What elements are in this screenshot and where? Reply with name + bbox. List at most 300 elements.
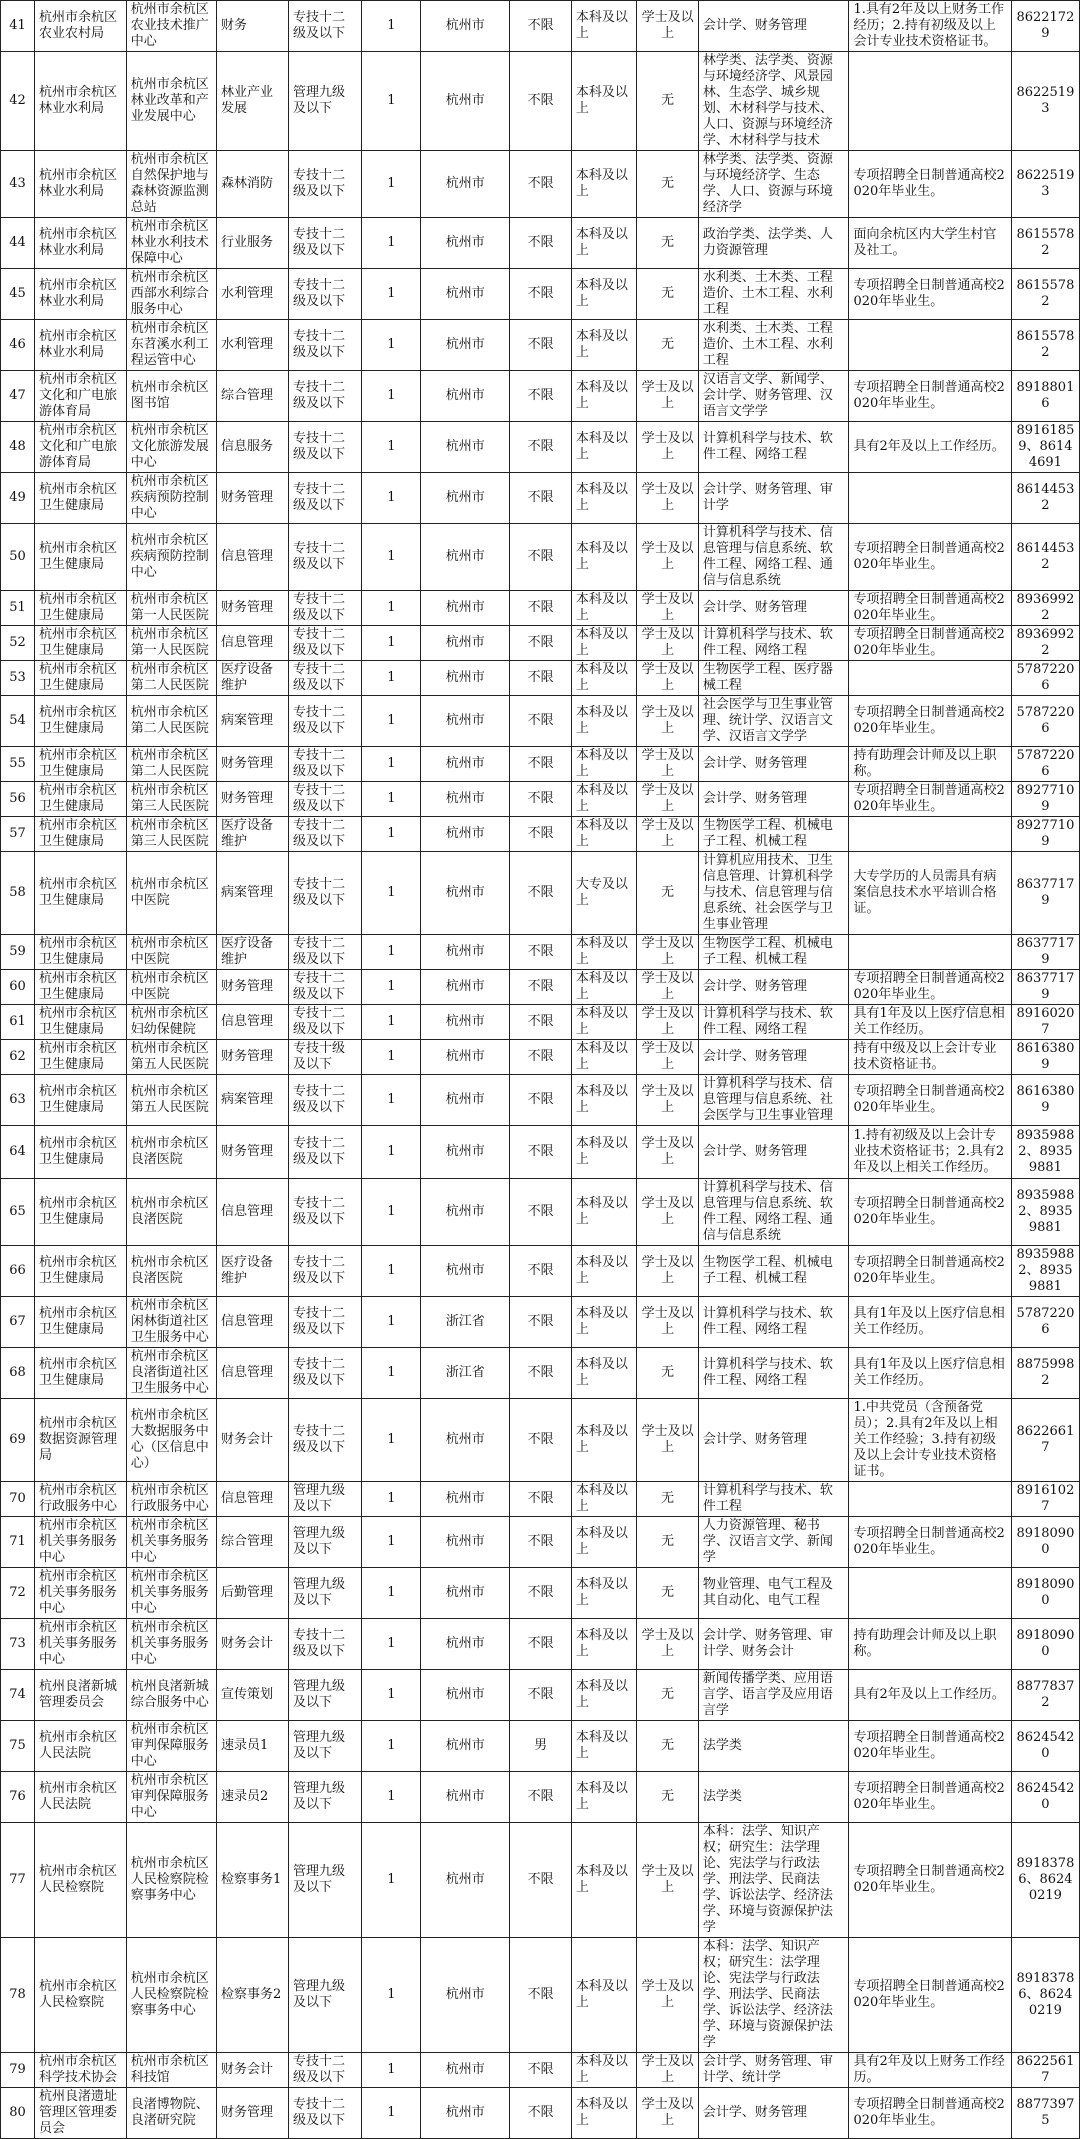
gender-requirement-cell: 不限: [510, 626, 572, 661]
degree-requirement-cell: 无: [637, 52, 699, 151]
employer-unit-cell: 杭州市余杭区机关事务服务中心: [126, 1517, 216, 1568]
recruit-count-cell: 1: [362, 1399, 421, 1482]
employer-unit-cell: 杭州市余杭区大数据服务中心（区信息中心）: [126, 1399, 216, 1482]
gender-requirement-cell: 不限: [510, 1348, 572, 1399]
post-level-cell: 专技十二级及以下: [289, 1075, 362, 1126]
post-name-cell: 信息管理: [217, 1482, 289, 1517]
degree-requirement-cell: 学士及以上: [637, 371, 699, 422]
education-requirement-cell: 本科及以上: [571, 151, 636, 218]
row-number-cell: 48: [1, 422, 35, 473]
other-requirement-cell: 专项招聘全日制普通高校2020年毕业生。: [849, 1246, 1011, 1297]
post-level-cell: 专技十二级及以下: [289, 2088, 362, 2139]
post-level-cell: 专技十二级及以下: [289, 970, 362, 1005]
recruit-count-cell: 1: [362, 1619, 421, 1670]
department-cell: 杭州市余杭区卫生健康局: [35, 1348, 127, 1399]
department-cell: 杭州市余杭区卫生健康局: [35, 852, 127, 935]
contact-phone-cell: 89359882、89359881: [1011, 1126, 1079, 1179]
contact-phone-cell: 86221729: [1011, 1, 1079, 52]
other-requirement-cell: 1.具有2年及以上财务工作经历；2.持有初级及以上会计专业技术资格证书。: [849, 1, 1011, 52]
major-requirement-cell: 计算机科学与技术、软件工程、网络工程: [698, 626, 849, 661]
row-number-cell: 50: [1, 524, 35, 591]
household-area-cell: 杭州市: [421, 52, 510, 151]
degree-requirement-cell: 学士及以上: [637, 1005, 699, 1040]
department-cell: 杭州市余杭区卫生健康局: [35, 661, 127, 696]
gender-requirement-cell: 不限: [510, 1246, 572, 1297]
recruit-count-cell: 1: [362, 1348, 421, 1399]
post-name-cell: 财务会计: [217, 1399, 289, 1482]
major-requirement-cell: 会计学、财务管理: [698, 2088, 849, 2139]
gender-requirement-cell: 不限: [510, 1823, 572, 1938]
recruit-count-cell: 1: [362, 661, 421, 696]
education-requirement-cell: 大专及以上: [571, 852, 636, 935]
table-row: [1, 782, 1080, 817]
major-requirement-cell: 水利类、土木类、工程造价、土木工程、水利工程: [698, 320, 849, 371]
gender-requirement-cell: 不限: [510, 817, 572, 852]
employer-unit-cell: 杭州市余杭区良渚医院: [126, 1126, 216, 1179]
department-cell: 杭州市余杭区林业水利局: [35, 52, 127, 151]
degree-requirement-cell: 学士及以上: [637, 1246, 699, 1297]
post-level-cell: 专技十二级及以下: [289, 747, 362, 782]
education-requirement-cell: 本科及以上: [571, 422, 636, 473]
major-requirement-cell: 汉语言文学、新闻学、会计学、财务管理、汉语言文学学: [698, 371, 849, 422]
employer-unit-cell: 杭州市余杭区良渚街道社区卫生服务中心: [126, 1348, 216, 1399]
table-row: [1, 1126, 1080, 1179]
major-requirement-cell: 本科：法学、知识产权；研究生：法学理论、宪法学与行政法学、刑法学、民商法学、诉讼法学、经济法学、环境与资源保护法学: [698, 1938, 849, 2053]
gender-requirement-cell: 不限: [510, 524, 572, 591]
household-area-cell: 杭州市: [421, 935, 510, 970]
contact-phone-cell: 89188016: [1011, 371, 1079, 422]
major-requirement-cell: 水利类、土木类、工程造价、土木工程、水利工程: [698, 269, 849, 320]
degree-requirement-cell: 无: [637, 1482, 699, 1517]
household-area-cell: 杭州市: [421, 817, 510, 852]
table-row: [1, 852, 1080, 935]
post-level-cell: 专技十二级及以下: [289, 151, 362, 218]
education-requirement-cell: 本科及以上: [571, 269, 636, 320]
row-number-cell: 63: [1, 1075, 35, 1126]
employer-unit-cell: 杭州市余杭区行政服务中心: [126, 1482, 216, 1517]
post-name-cell: 信息服务: [217, 422, 289, 473]
education-requirement-cell: 本科及以上: [571, 1568, 636, 1619]
education-requirement-cell: 本科及以上: [571, 1772, 636, 1823]
employer-unit-cell: 杭州市余杭区第一人民医院: [126, 626, 216, 661]
degree-requirement-cell: 无: [637, 151, 699, 218]
gender-requirement-cell: 不限: [510, 1938, 572, 2053]
major-requirement-cell: 会计学、财务管理: [698, 1, 849, 52]
table-row: [1, 1348, 1080, 1399]
household-area-cell: 杭州市: [421, 1482, 510, 1517]
employer-unit-cell: 杭州市余杭区第二人民医院: [126, 747, 216, 782]
department-cell: 杭州市余杭区卫生健康局: [35, 1075, 127, 1126]
department-cell: 杭州市余杭区卫生健康局: [35, 1005, 127, 1040]
education-requirement-cell: 本科及以上: [571, 935, 636, 970]
post-name-cell: 综合管理: [217, 371, 289, 422]
employer-unit-cell: 杭州市余杭区疾病预防控制中心: [126, 524, 216, 591]
other-requirement-cell: 持有助理会计师及以上职称。: [849, 747, 1011, 782]
post-name-cell: 水利管理: [217, 269, 289, 320]
degree-requirement-cell: 学士及以上: [637, 1399, 699, 1482]
household-area-cell: 杭州市: [421, 2053, 510, 2088]
contact-phone-cell: 89160207: [1011, 1005, 1079, 1040]
employer-unit-cell: 杭州市余杭区闲林街道社区卫生服务中心: [126, 1297, 216, 1348]
major-requirement-cell: 计算机科学与技术、信息管理与信息系统、软件工程、网络工程、通信与信息系统: [698, 1179, 849, 1246]
degree-requirement-cell: 无: [637, 1348, 699, 1399]
row-number-cell: 79: [1, 2053, 35, 2088]
household-area-cell: 杭州市: [421, 696, 510, 747]
department-cell: 杭州市余杭区卫生健康局: [35, 817, 127, 852]
household-area-cell: 杭州市: [421, 1075, 510, 1126]
employer-unit-cell: 杭州市余杭区林业改革和产业发展中心: [126, 52, 216, 151]
row-number-cell: 57: [1, 817, 35, 852]
degree-requirement-cell: 学士及以上: [637, 422, 699, 473]
department-cell: 杭州市余杭区人民检察院: [35, 1938, 127, 2053]
contact-phone-cell: 86155782: [1011, 269, 1079, 320]
contact-phone-cell: 86155782: [1011, 218, 1079, 269]
department-cell: 杭州市余杭区文化和广电旅游体育局: [35, 371, 127, 422]
post-level-cell: 专技十二级及以下: [289, 852, 362, 935]
other-requirement-cell: 持有中级及以上会计专业技术资格证书。: [849, 1040, 1011, 1075]
row-number-cell: 58: [1, 852, 35, 935]
contact-phone-cell: 57872206: [1011, 747, 1079, 782]
major-requirement-cell: 法学类: [698, 1772, 849, 1823]
contact-phone-cell: 86144532: [1011, 473, 1079, 524]
recruit-count-cell: 1: [362, 591, 421, 626]
recruit-count-cell: 1: [362, 626, 421, 661]
row-number-cell: 47: [1, 371, 35, 422]
degree-requirement-cell: 学士及以上: [637, 782, 699, 817]
household-area-cell: 杭州市: [421, 1670, 510, 1721]
degree-requirement-cell: 学士及以上: [637, 970, 699, 1005]
other-requirement-cell: 专项招聘全日制普通高校2020年毕业生。: [849, 626, 1011, 661]
post-level-cell: 专技十二级及以下: [289, 1, 362, 52]
gender-requirement-cell: 不限: [510, 852, 572, 935]
other-requirement-cell: 专项招聘全日制普通高校2020年毕业生。: [849, 524, 1011, 591]
post-name-cell: 检察事务1: [217, 1823, 289, 1938]
major-requirement-cell: 社会医学与卫生事业管理、统计学、汉语言文学、汉语言文学学: [698, 696, 849, 747]
employer-unit-cell: 杭州市余杭区图书馆: [126, 371, 216, 422]
post-level-cell: 管理九级及以下: [289, 1517, 362, 1568]
table-row: [1, 1670, 1080, 1721]
other-requirement-cell: 具有1年及以上医疗信息相关工作经历。: [849, 1348, 1011, 1399]
contact-phone-cell: 89369922: [1011, 591, 1079, 626]
table-row: [1, 1721, 1080, 1772]
row-number-cell: 66: [1, 1246, 35, 1297]
row-number-cell: 70: [1, 1482, 35, 1517]
table-row: [1, 747, 1080, 782]
department-cell: 杭州市余杭区卫生健康局: [35, 1179, 127, 1246]
employer-unit-cell: 杭州市余杭区林业水利技术保障中心: [126, 218, 216, 269]
education-requirement-cell: 本科及以上: [571, 1179, 636, 1246]
household-area-cell: 杭州市: [421, 1619, 510, 1670]
contact-phone-cell: 86225617: [1011, 2053, 1079, 2088]
gender-requirement-cell: 不限: [510, 661, 572, 696]
contact-phone-cell: 86163809: [1011, 1040, 1079, 1075]
major-requirement-cell: 会计学、财务管理: [698, 747, 849, 782]
post-level-cell: 管理九级及以下: [289, 1772, 362, 1823]
table-row: [1, 269, 1080, 320]
post-level-cell: 管理九级及以下: [289, 1670, 362, 1721]
row-number-cell: 49: [1, 473, 35, 524]
employer-unit-cell: 杭州市余杭区西部水利综合服务中心: [126, 269, 216, 320]
table-row: [1, 218, 1080, 269]
employer-unit-cell: 杭州市余杭区中医院: [126, 935, 216, 970]
other-requirement-cell: [849, 473, 1011, 524]
table-row: [1, 473, 1080, 524]
post-level-cell: 专技十级及以下: [289, 1040, 362, 1075]
row-number-cell: 76: [1, 1772, 35, 1823]
household-area-cell: 杭州市: [421, 970, 510, 1005]
employer-unit-cell: 杭州市余杭区第三人民医院: [126, 782, 216, 817]
row-number-cell: 75: [1, 1721, 35, 1772]
department-cell: 杭州市余杭区人民法院: [35, 1721, 127, 1772]
row-number-cell: 61: [1, 1005, 35, 1040]
other-requirement-cell: 专项招聘全日制普通高校2020年毕业生。: [849, 151, 1011, 218]
recruit-count-cell: 1: [362, 52, 421, 151]
other-requirement-cell: [849, 817, 1011, 852]
row-number-cell: 44: [1, 218, 35, 269]
degree-requirement-cell: 无: [637, 269, 699, 320]
household-area-cell: 浙江省: [421, 1348, 510, 1399]
gender-requirement-cell: 不限: [510, 1568, 572, 1619]
gender-requirement-cell: 不限: [510, 782, 572, 817]
post-level-cell: 专技十二级及以下: [289, 473, 362, 524]
post-level-cell: 管理九级及以下: [289, 52, 362, 151]
household-area-cell: 杭州市: [421, 524, 510, 591]
department-cell: 杭州市余杭区卫生健康局: [35, 1126, 127, 1179]
post-name-cell: 林业产业发展: [217, 52, 289, 151]
post-name-cell: 财务会计: [217, 1619, 289, 1670]
post-level-cell: 专技十二级及以下: [289, 218, 362, 269]
post-level-cell: 专技十二级及以下: [289, 371, 362, 422]
recruit-count-cell: 1: [362, 747, 421, 782]
post-level-cell: 专技十二级及以下: [289, 269, 362, 320]
household-area-cell: 杭州市: [421, 1005, 510, 1040]
row-number-cell: 69: [1, 1399, 35, 1482]
recruit-count-cell: 1: [362, 1, 421, 52]
post-name-cell: 财务管理: [217, 2088, 289, 2139]
household-area-cell: 杭州市: [421, 1517, 510, 1568]
gender-requirement-cell: 不限: [510, 269, 572, 320]
other-requirement-cell: 专项招聘全日制普通高校2020年毕业生。: [849, 1179, 1011, 1246]
education-requirement-cell: 本科及以上: [571, 1348, 636, 1399]
degree-requirement-cell: 学士及以上: [637, 817, 699, 852]
post-level-cell: 专技十二级及以下: [289, 320, 362, 371]
household-area-cell: 杭州市: [421, 1399, 510, 1482]
post-level-cell: 专技十二级及以下: [289, 2053, 362, 2088]
major-requirement-cell: 会计学、财务管理: [698, 591, 849, 626]
row-number-cell: 65: [1, 1179, 35, 1246]
post-level-cell: 专技十二级及以下: [289, 524, 362, 591]
degree-requirement-cell: 无: [637, 1517, 699, 1568]
gender-requirement-cell: 不限: [510, 1179, 572, 1246]
recruit-count-cell: 1: [362, 1938, 421, 2053]
table-row: [1, 1040, 1080, 1075]
education-requirement-cell: 本科及以上: [571, 1399, 636, 1482]
post-name-cell: 病案管理: [217, 852, 289, 935]
major-requirement-cell: 会计学、财务管理: [698, 1040, 849, 1075]
other-requirement-cell: 1.持有初级及以上会计专业技术资格证书；2.具有2年及以上相关工作经历。: [849, 1126, 1011, 1179]
employer-unit-cell: 杭州市余杭区第三人民医院: [126, 817, 216, 852]
recruit-count-cell: 1: [362, 1297, 421, 1348]
other-requirement-cell: 面向余杭区内大学生村官及社工。: [849, 218, 1011, 269]
department-cell: 杭州市余杭区机关事务服务中心: [35, 1619, 127, 1670]
other-requirement-cell: 专项招聘全日制普通高校2020年毕业生。: [849, 1721, 1011, 1772]
major-requirement-cell: 本科：法学、知识产权；研究生：法学理论、宪法学与行政法学、刑法学、民商法学、诉讼法学、经济法学、环境与资源保护法学: [698, 1823, 849, 1938]
employer-unit-cell: 杭州市余杭区中医院: [126, 970, 216, 1005]
major-requirement-cell: 生物医学工程、机械电子工程、机械工程: [698, 817, 849, 852]
other-requirement-cell: 具有2年及以上财务工作经历。: [849, 2053, 1011, 2088]
degree-requirement-cell: 学士及以上: [637, 696, 699, 747]
degree-requirement-cell: 学士及以上: [637, 1075, 699, 1126]
table-row: [1, 1297, 1080, 1348]
contact-phone-cell: 86245420: [1011, 1721, 1079, 1772]
gender-requirement-cell: 不限: [510, 1482, 572, 1517]
department-cell: 杭州市余杭区林业水利局: [35, 269, 127, 320]
row-number-cell: 52: [1, 626, 35, 661]
table-row: [1, 1938, 1080, 2053]
row-number-cell: 54: [1, 696, 35, 747]
contact-phone-cell: 89359882、89359881: [1011, 1179, 1079, 1246]
table-row: [1, 1, 1080, 52]
table-row: [1, 1179, 1080, 1246]
other-requirement-cell: [849, 935, 1011, 970]
other-requirement-cell: 专项招聘全日制普通高校2020年毕业生。: [849, 1938, 1011, 2053]
gender-requirement-cell: 不限: [510, 935, 572, 970]
degree-requirement-cell: 学士及以上: [637, 591, 699, 626]
household-area-cell: 杭州市: [421, 1823, 510, 1938]
recruit-count-cell: 1: [362, 1482, 421, 1517]
other-requirement-cell: 具有1年及以上医疗信息相关工作经历。: [849, 1005, 1011, 1040]
education-requirement-cell: 本科及以上: [571, 817, 636, 852]
household-area-cell: 浙江省: [421, 1297, 510, 1348]
table-row: [1, 1517, 1080, 1568]
employer-unit-cell: 杭州市余杭区自然保护地与森林资源监测总站: [126, 151, 216, 218]
education-requirement-cell: 本科及以上: [571, 1246, 636, 1297]
contact-phone-cell: 57872206: [1011, 661, 1079, 696]
degree-requirement-cell: 学士及以上: [637, 1126, 699, 1179]
table-row: [1, 422, 1080, 473]
other-requirement-cell: 专项招聘全日制普通高校2020年毕业生。: [849, 782, 1011, 817]
gender-requirement-cell: 不限: [510, 2053, 572, 2088]
post-name-cell: 水利管理: [217, 320, 289, 371]
employer-unit-cell: 杭州市余杭区审判保障服务中心: [126, 1772, 216, 1823]
post-name-cell: 信息管理: [217, 1005, 289, 1040]
contact-phone-cell: 86225193: [1011, 52, 1079, 151]
department-cell: 杭州市余杭区人民法院: [35, 1772, 127, 1823]
contact-phone-cell: 89277109: [1011, 817, 1079, 852]
other-requirement-cell: 专项招聘全日制普通高校2020年毕业生。: [849, 1823, 1011, 1938]
recruit-count-cell: 1: [362, 1126, 421, 1179]
employer-unit-cell: 杭州市余杭区人民检察院检察事务中心: [126, 1823, 216, 1938]
recruit-count-cell: 1: [362, 151, 421, 218]
education-requirement-cell: 本科及以上: [571, 1005, 636, 1040]
major-requirement-cell: 林学类、法学类、资源与环境经济学、风景园林、生态学、城乡规划、木材科学与技术、人口、资源与环境经济学、木材科学与技术: [698, 52, 849, 151]
post-name-cell: 财务管理: [217, 1126, 289, 1179]
row-number-cell: 55: [1, 747, 35, 782]
contact-phone-cell: 89183786、86240219: [1011, 1938, 1079, 2053]
gender-requirement-cell: 男: [510, 1721, 572, 1772]
contact-phone-cell: 86155782: [1011, 320, 1079, 371]
post-level-cell: 专技十二级及以下: [289, 696, 362, 747]
gender-requirement-cell: 不限: [510, 1670, 572, 1721]
table-row: [1, 2053, 1080, 2088]
post-level-cell: 专技十二级及以下: [289, 1005, 362, 1040]
table-row: [1, 1482, 1080, 1517]
employer-unit-cell: 杭州市余杭区农业技术推广中心: [126, 1, 216, 52]
employer-unit-cell: 良渚博物院、良渚研究院: [126, 2088, 216, 2139]
department-cell: 杭州市余杭区卫生健康局: [35, 782, 127, 817]
row-number-cell: 60: [1, 970, 35, 1005]
contact-phone-cell: 89359882、89359881: [1011, 1246, 1079, 1297]
degree-requirement-cell: 无: [637, 1568, 699, 1619]
department-cell: 杭州市余杭区卫生健康局: [35, 1040, 127, 1075]
department-cell: 杭州市余杭区卫生健康局: [35, 524, 127, 591]
contact-phone-cell: 57872206: [1011, 1297, 1079, 1348]
gender-requirement-cell: 不限: [510, 747, 572, 782]
education-requirement-cell: 本科及以上: [571, 1075, 636, 1126]
education-requirement-cell: 本科及以上: [571, 2088, 636, 2139]
employer-unit-cell: 杭州市余杭区中医院: [126, 852, 216, 935]
education-requirement-cell: 本科及以上: [571, 782, 636, 817]
gender-requirement-cell: 不限: [510, 1517, 572, 1568]
employer-unit-cell: 杭州市余杭区第一人民医院: [126, 591, 216, 626]
post-level-cell: 专技十二级及以下: [289, 661, 362, 696]
post-level-cell: 专技十二级及以下: [289, 422, 362, 473]
table-row: [1, 661, 1080, 696]
contact-phone-cell: 89180900: [1011, 1517, 1079, 1568]
row-number-cell: 71: [1, 1517, 35, 1568]
other-requirement-cell: 持有助理会计师及以上职称。: [849, 1619, 1011, 1670]
post-name-cell: 病案管理: [217, 696, 289, 747]
post-name-cell: 信息管理: [217, 1348, 289, 1399]
post-name-cell: 速录员2: [217, 1772, 289, 1823]
post-name-cell: 宣传策划: [217, 1670, 289, 1721]
other-requirement-cell: [849, 661, 1011, 696]
post-name-cell: 财务: [217, 1, 289, 52]
degree-requirement-cell: 无: [637, 1670, 699, 1721]
row-number-cell: 73: [1, 1619, 35, 1670]
household-area-cell: 杭州市: [421, 1179, 510, 1246]
degree-requirement-cell: 学士及以上: [637, 1, 699, 52]
degree-requirement-cell: 无: [637, 218, 699, 269]
row-number-cell: 46: [1, 320, 35, 371]
recruit-count-cell: 1: [362, 218, 421, 269]
post-level-cell: 专技十二级及以下: [289, 1126, 362, 1179]
contact-phone-cell: 89183786、86240219: [1011, 1823, 1079, 1938]
education-requirement-cell: 本科及以上: [571, 1938, 636, 2053]
table-row: [1, 1075, 1080, 1126]
department-cell: 杭州市余杭区卫生健康局: [35, 747, 127, 782]
recruit-count-cell: 1: [362, 1075, 421, 1126]
table-row: [1, 1005, 1080, 1040]
education-requirement-cell: 本科及以上: [571, 747, 636, 782]
recruit-count-cell: 1: [362, 1823, 421, 1938]
post-name-cell: 财务管理: [217, 473, 289, 524]
major-requirement-cell: 会计学、财务管理: [698, 1126, 849, 1179]
other-requirement-cell: [849, 1568, 1011, 1619]
row-number-cell: 59: [1, 935, 35, 970]
department-cell: 杭州市余杭区卫生健康局: [35, 1246, 127, 1297]
table-row: [1, 1619, 1080, 1670]
department-cell: 杭州市余杭区卫生健康局: [35, 696, 127, 747]
household-area-cell: 杭州市: [421, 852, 510, 935]
degree-requirement-cell: 学士及以上: [637, 661, 699, 696]
other-requirement-cell: 专项招聘全日制普通高校2020年毕业生。: [849, 970, 1011, 1005]
table-row: [1, 626, 1080, 661]
other-requirement-cell: 专项招聘全日制普通高校2020年毕业生。: [849, 1517, 1011, 1568]
gender-requirement-cell: 不限: [510, 1, 572, 52]
major-requirement-cell: 计算机科学与技术、信息管理与信息系统、软件工程、网络工程、通信与信息系统: [698, 524, 849, 591]
post-name-cell: 后勤管理: [217, 1568, 289, 1619]
